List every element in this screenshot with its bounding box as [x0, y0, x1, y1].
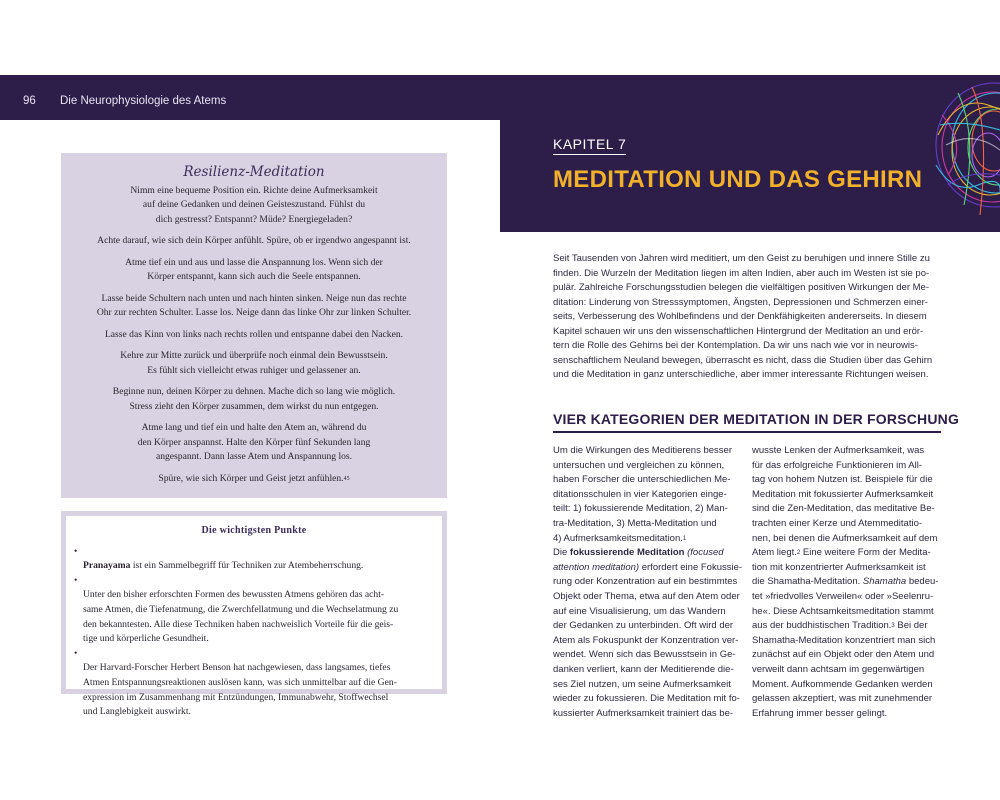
- column-text: Die: [553, 547, 570, 559]
- brain-illustration: [928, 75, 1000, 232]
- term-bold: fokussierende Meditation: [569, 547, 685, 559]
- meditation-paragraph: Kehre zur Mitte zurück und überprüfe noch einmal dein Bewusstsein. Es fühlt sich vielleicht etwas ruhiger und gelassener an.: [120, 350, 388, 376]
- term-italic: Shamatha: [862, 576, 907, 588]
- section-heading: VIER KATEGORIEN DER MEDITATION IN DER FORSCHUNG: [553, 411, 960, 427]
- key-point-term: Pranayama: [83, 560, 131, 572]
- key-point: [74, 647, 434, 720]
- key-point-text: Der Harvard-Forscher Herbert Benson hat nachgewiesen, dass langsames, tiefes Atmen Entspannungsreaktionen auslösen kann, was sich unmittelbar auf die Gen- expression im Zusammenhang mit Entzündungen, Immunabwehr, Stoffwechsel und Langlebigkeit auswirkt.: [83, 662, 397, 718]
- column-text: wusste Lenken der Aufmerksamkeit, was für das erfolgreiche Funktionieren im All- tag von hohem Nutzen ist. Beispiele für die Meditation mit fokussierter Aufmerksamkeit sind die Zen-Meditation, das meditative Be- trachten einer Kerze und Atemmeditatio- nen, bei denen die Aufmerksamkeit auf dem Atem liegt.: [752, 445, 938, 559]
- key-point: [74, 574, 434, 647]
- chapter-intro: Seit Tausenden von Jahren wird meditiert, um den Geist zu beruhigen und innere Stille zu finden. Die Wurzeln der Meditation liegen im alten Indien, aber auch im Westen ist sie po- pulär. Zahlreiche Forschungsstudien belegen die vielfältigen positiven Wirkungen der Me- ditation: Linderung von Stresssymptomen, Ängsten, Depressionen und Schmerzen einer- seits, Verbesserung des Wohlbefindens und der Denkfähigkeiten andererseits. In diesem Kapitel schauen wir uns den wissenschaftlichen Hintergrund der Meditation an und erör- tern die Rolle des Gehirns bei der Kontemplation. Da wir uns nach wie vor in neurowis- senschaftlichem Neuland bewegen, überrascht es nicht, dass die Studien über das Gehirn und die Meditation in ganz unterschiedliche, aber immer interessante Richtungen weisen.: [553, 253, 933, 380]
- key-points-inner: [66, 516, 442, 718]
- text-column-right: [752, 444, 942, 721]
- column-text: Eine weitere Form der Medita- tion mit konzentrierter Aufmerksamkeit ist die Shamatha-Meditation.: [752, 547, 931, 588]
- chapter-label: KAPITEL 7: [553, 136, 626, 155]
- meditation-paragraph: Nimm eine bequeme Position ein. Richte deine Aufmerksamkeit auf deine Gedanken und deinen Geisteszustand. Fühlst du dich gestresst? Entspannt? Müde? Energiegeladen?: [130, 184, 378, 225]
- text-column-left: [553, 444, 743, 721]
- footnote-marker: 45: [343, 475, 350, 482]
- column-text: Bei der Shamatha-Meditation konzentriert man sich zunächst auf ein Objekt oder den Atem und verweilt dann achtsam im gegenwärtigen Moment. Aufkommende Gedanken werden gelassen akzeptiert, was mit zunehmender Erfahrung immer besser gelingt.: [752, 620, 936, 719]
- bullet: •: [74, 647, 78, 659]
- chapter-title: MEDITATION UND DAS GEHIRN: [553, 166, 923, 193]
- bullet: •: [74, 545, 78, 557]
- footnote-marker: 3: [891, 623, 895, 630]
- key-point-text: ist ein Sammelbegriff für Techniken zur Atembeherrschung.: [130, 560, 364, 572]
- term-italic: (focused attention meditation): [553, 547, 724, 573]
- column-text: erfordert eine Fokussie- rung oder Konzentration auf ein bestimmtes Objekt oder Thema, etwa auf den Atem oder auf eine Visualisierung, um das Wandern der Gedanken zu unterbinden. Oft wird der Atem als Fokuspunkt der Konzentration ver- wendet. Wenn sich das Bewusstsein in Ge- danken verliert, kann der Meditierende die- ses Ziel nutzen, um seine Aufmerksamkeit wieder zu fokussieren. Die Meditation mit fo- kussierter Aufmerksamkeit trainiert das be-: [553, 561, 743, 719]
- meditation-paragraph: Achte darauf, wie sich dein Körper anfühlt. Spüre, ob er irgendwo angespannt ist.: [97, 235, 411, 246]
- meditation-paragraph: Atme lang und tief ein und halte den Atem an, während du den Körper anspannst. Halte den Körper fünf Sekunden lang angespannt. Dann lasse Atem und Anspannung los.: [137, 422, 371, 462]
- column-text: bedeu- tet »friedvolles Verweilen« oder »Seelenru- he«. Diese Achtsamkeitsmeditation stammt aus der buddhistischen Tradition.: [752, 576, 939, 632]
- key-point: [74, 545, 434, 574]
- bullet: •: [74, 574, 78, 586]
- meditation-title: Resilienz-Meditation: [183, 164, 325, 180]
- meditation-paragraph-last: [71, 472, 437, 487]
- key-points-box: [61, 511, 447, 718]
- key-point-text: Unter den bisher erforschten Formen des bewussten Atmens gehören das acht- same Atmen, die Tiefenatmung, die Zwerchfellatmung und die Wechselatmung zu den bekanntesten. Alle diese Techniken haben nachweislich Vorteile für die geis- tige und körperliche Gesundheit.: [83, 589, 399, 645]
- meditation-paragraph: Beginne nun, deinen Körper zu dehnen. Mache dich so lang wie möglich. Stress zieht den Körper zusammen, dem wirkst du nun entgegen.: [112, 386, 396, 412]
- section-divider: [553, 431, 941, 433]
- footnote-marker: 2: [796, 550, 801, 557]
- resilience-meditation-box: [61, 153, 447, 498]
- meditation-paragraph: Atme tief ein und aus und lasse die Anspannung los. Wenn sich der Körper entspannt, kann sich auch die Seele entspannen.: [125, 256, 383, 282]
- meditation-last-text: Spüre, wie sich Körper und Geist jetzt anfühlen.: [158, 472, 344, 484]
- running-title: Die Neurophysiologie des Atems: [60, 95, 227, 107]
- meditation-paragraph: Lasse das Kinn von links nach rechts rollen und entspanne dabei den Nacken.: [104, 328, 404, 340]
- key-points-title: Die wichtigsten Punkte: [201, 525, 307, 536]
- page-number: 96: [23, 95, 36, 107]
- meditation-paragraph: Lasse beide Schultern nach unten und nach hinten sinken. Neige nun das rechte Ohr zur rechten Schulter. Lasse los. Neige dann das linke Ohr zur linken Schulter.: [96, 292, 412, 318]
- column-text: Um die Wirkungen des Meditierens besser untersuchen und vergleichen zu können, haben Forscher die unterschiedlichen Me- ditationsschulen in vier Kategorien einge- teilt: 1) fokussierende Meditation, 2) Man- tra-Meditation, 3) Metta-Meditation und 4) Aufmerksamkeitsmeditation.: [553, 445, 732, 544]
- footnote-marker: 1: [682, 535, 687, 542]
